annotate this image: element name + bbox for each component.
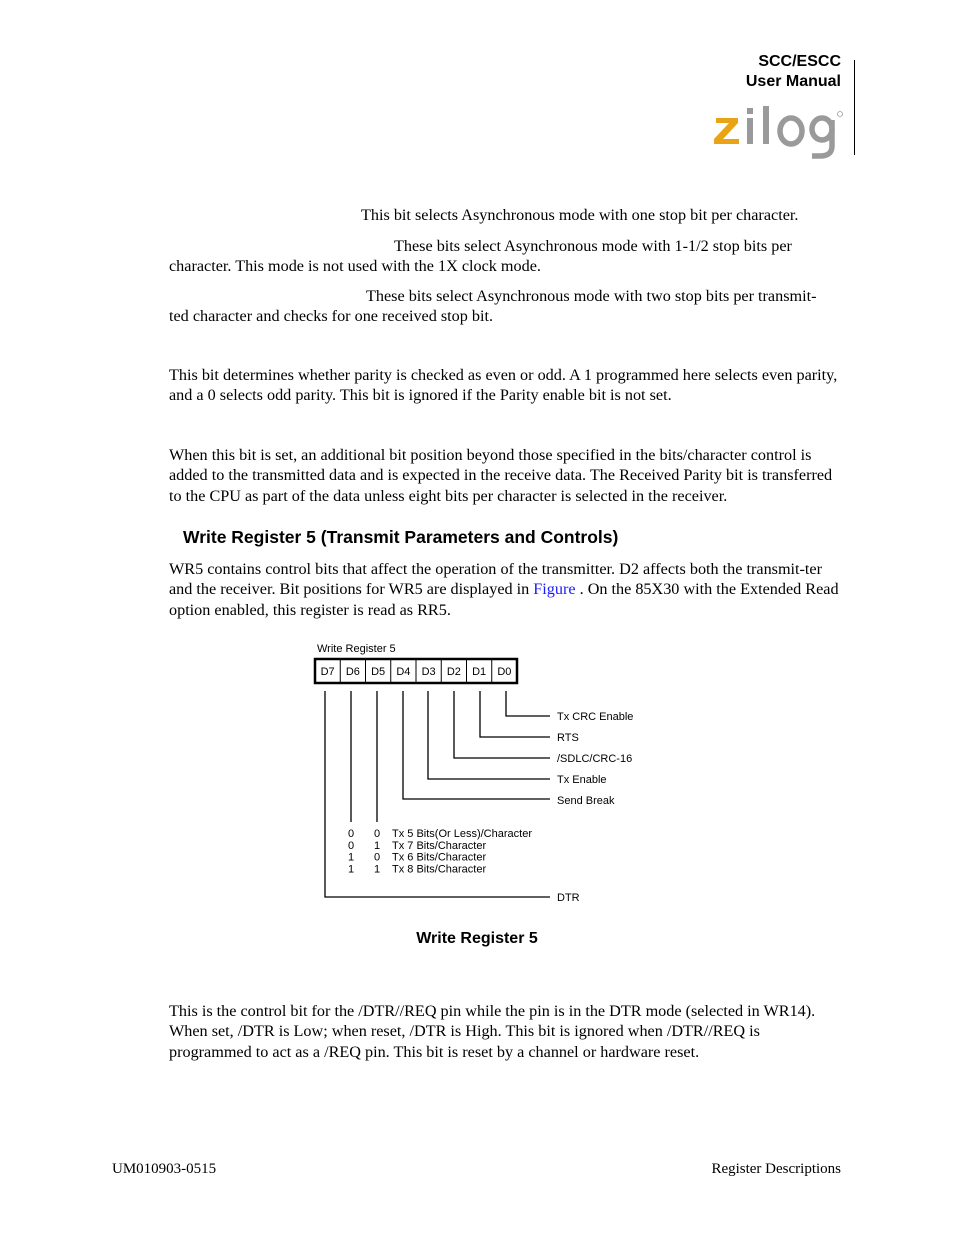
bit-cell-d4: D4 [396,666,411,678]
footer-section: Register Descriptions [711,1161,841,1177]
stop1-line: This bit selects Asynchronous mode with one stop bit per character. [361,206,799,224]
stop2-line2: ted character and checks for one received stop bit. [169,307,494,326]
stop1-text [169,205,843,225]
label-d0: Tx CRC Enable [557,711,634,723]
char-length-desc: Tx 7 Bits/Character [392,839,487,852]
zilog-logo [712,104,844,160]
char-length-desc: Tx 6 Bits/Character [392,851,487,864]
wr5-bit-diagram [300,636,700,916]
label-d7: DTR [557,892,580,904]
bit-cell-d1: D1 [472,666,487,678]
bit-cell-d0: D0 [497,666,512,678]
logo-z-mark [714,118,739,144]
label-d4: Send Break [557,795,615,807]
stop15-text [169,236,843,277]
header-title: SCC/ESCC [758,53,841,70]
wr5-intro-part1: WR5 contains control bits that affect the operation of the transmitter. D2 affects both the transmit-ter and the receiver. Bit positions for WR5 are displayed in [169,560,823,599]
section-heading: Write Register 5 (Transmit Parameters and Controls) [183,527,619,547]
bit-cell-d7: D7 [320,666,335,678]
stop2-line1: These bits select Asynchronous mode with two stop bits per transmit- [366,287,817,305]
wr5-intro-part2: . On the 85X30 with the Extended Read option enabled, this register is read as RR5. [169,580,839,619]
bit-cell-d3: D3 [421,666,436,678]
header-subtitle: User Manual [745,73,841,90]
char-length-desc: Tx 5 Bits(Or Less)/Character [392,828,532,840]
bit-d5-value: 1 [373,863,381,876]
label-d1: RTS [557,732,579,744]
char-length-table [348,828,532,875]
register-label: Write Register 5 [317,643,396,655]
header-divider [854,60,855,155]
stop2-text [169,286,843,327]
wr5-intro-text [169,559,843,620]
footer-doc-id: UM010903-0515 [112,1161,217,1177]
bit-cell-d5: D5 [371,666,386,678]
stop15-line2: character. This mode is not used with the 1X clock mode. [169,257,541,276]
char-length-desc: Tx 8 Bits/Character [392,863,487,876]
bit-cell-d6: D6 [345,666,360,678]
bit-d5-value: 0 [373,828,381,840]
parity-enable-text: When this bit is set, an additional bit position beyond those specified in the bits/character control is added to the transmitted data and is expected in the receive data. The Received Parity bit is transferred to the CPU as part of the data unless eight bits per character is selected in the receiver. [169,446,833,505]
bit-cell-d2: D2 [446,666,461,678]
bit-d6-value: 0 [347,828,355,840]
bit-d6-value: 0 [347,839,355,852]
parity-even-text: This bit determines whether parity is checked as even or odd. A 1 programmed here selects even parity, and a 0 selects odd parity. This bit is ignored if the Parity enable bit is not set. [169,366,838,405]
bit-cells [321,659,512,683]
bit-d5-value: 1 [373,839,381,852]
figure-link[interactable]: Figure [533,580,580,599]
stop15-line1: These bits select Asynchronous mode with 1-1/2 stop bits per [394,237,792,255]
bit-d6-value: 1 [347,851,355,864]
label-d3: Tx Enable [557,774,607,786]
bit-d5-value: 0 [373,851,381,864]
dtr-text: This is the control bit for the /DTR//REQ pin while the pin is in the DTR mode (selected in WR14). When set, /DTR is Low; when reset, /DTR is High. This bit is ignored when /DTR//REQ is programmed to act as a /REQ pin. This bit is reset by a channel or hardware reset. [169,1002,816,1061]
label-d2: /SDLC/CRC-16 [557,753,633,765]
figure-caption: Write Register 5 [416,930,538,947]
bit-d6-value: 1 [347,863,355,876]
